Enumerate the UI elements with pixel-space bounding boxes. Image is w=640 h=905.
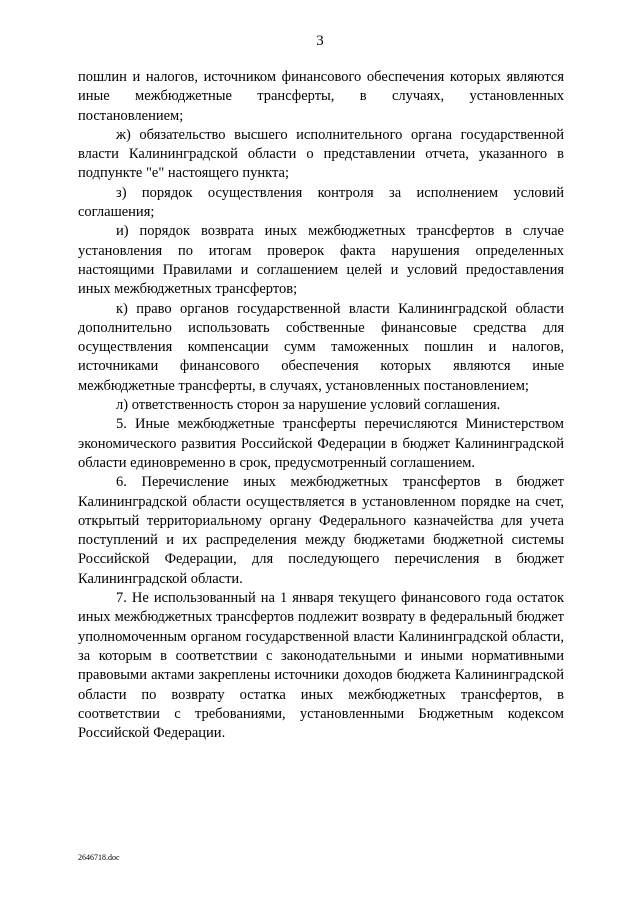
file-name-footer: 2646718.doc xyxy=(78,853,120,862)
paragraph-clause-5: 5. Иные межбюджетные трансферты перечисляются Министерством экономического развития Российской Федерации в бюджет Калининградской области единовременно в срок, предусмотренный соглашением. xyxy=(78,416,564,471)
paragraph-item-k: к) право органов государственной власти Калининградской области дополнительно использовать собственные финансовые средства для осуществления компенсации сумм таможенных пошлин и налогов, источниками финансового обеспечения которых являются иные межбюджетные трансферты, в случаях, установленных постановлением; xyxy=(78,300,564,394)
paragraph-item-zh: ж) обязательство высшего исполнительного органа государственной власти Калининградской области о представлении отчета, указанного в подпункте "е" настоящего пункта; xyxy=(78,126,564,182)
paragraph-item-l: л) ответственность сторон за нарушение условий соглашения. xyxy=(116,397,501,414)
page-number: 3 xyxy=(316,33,324,49)
paragraph-clause-7: 7. Не использованный на 1 января текущего финансового года остаток иных межбюджетных трансфертов подлежит возврату в федеральный бюджет уполномоченным органом государственной власти Калининградской области, за которым в соответствии с законодательными и иными нормативными правовыми актами закреплены источники доходов бюджета Калининградской области по возврату остатка иных межбюджетных трансфертов, в соответствии с требованиями, установленными Бюджетным кодексом Российской Федерации. xyxy=(78,590,564,742)
document-body xyxy=(78,68,564,743)
paragraph-item-z: з) порядок осуществления контроля за исполнением условий соглашения; xyxy=(78,184,564,221)
paragraph-clause-6: 6. Перечисление иных межбюджетных трансфертов в бюджет Калининградской области осуществляется в установленном порядке на счет, открытый территориальному органу Федерального казначейства для учета поступлений и их распределения между бюджетами бюджетной системы Российской Федерации, для последующего перечисления в бюджет Калининградской области. xyxy=(78,474,564,587)
paragraph-item-i: и) порядок возврата иных межбюджетных трансфертов в случае установления по итогам проверок факта нарушения определенных настоящими Правилами и соглашением целей и условий предоставления иных межбюджетных трансфертов; xyxy=(78,223,564,298)
paragraph-continuation: пошлин и налогов, источником финансового обеспечения которых являются иные межбюджетные трансферты, в случаях, установленных постановлением; xyxy=(78,69,564,124)
